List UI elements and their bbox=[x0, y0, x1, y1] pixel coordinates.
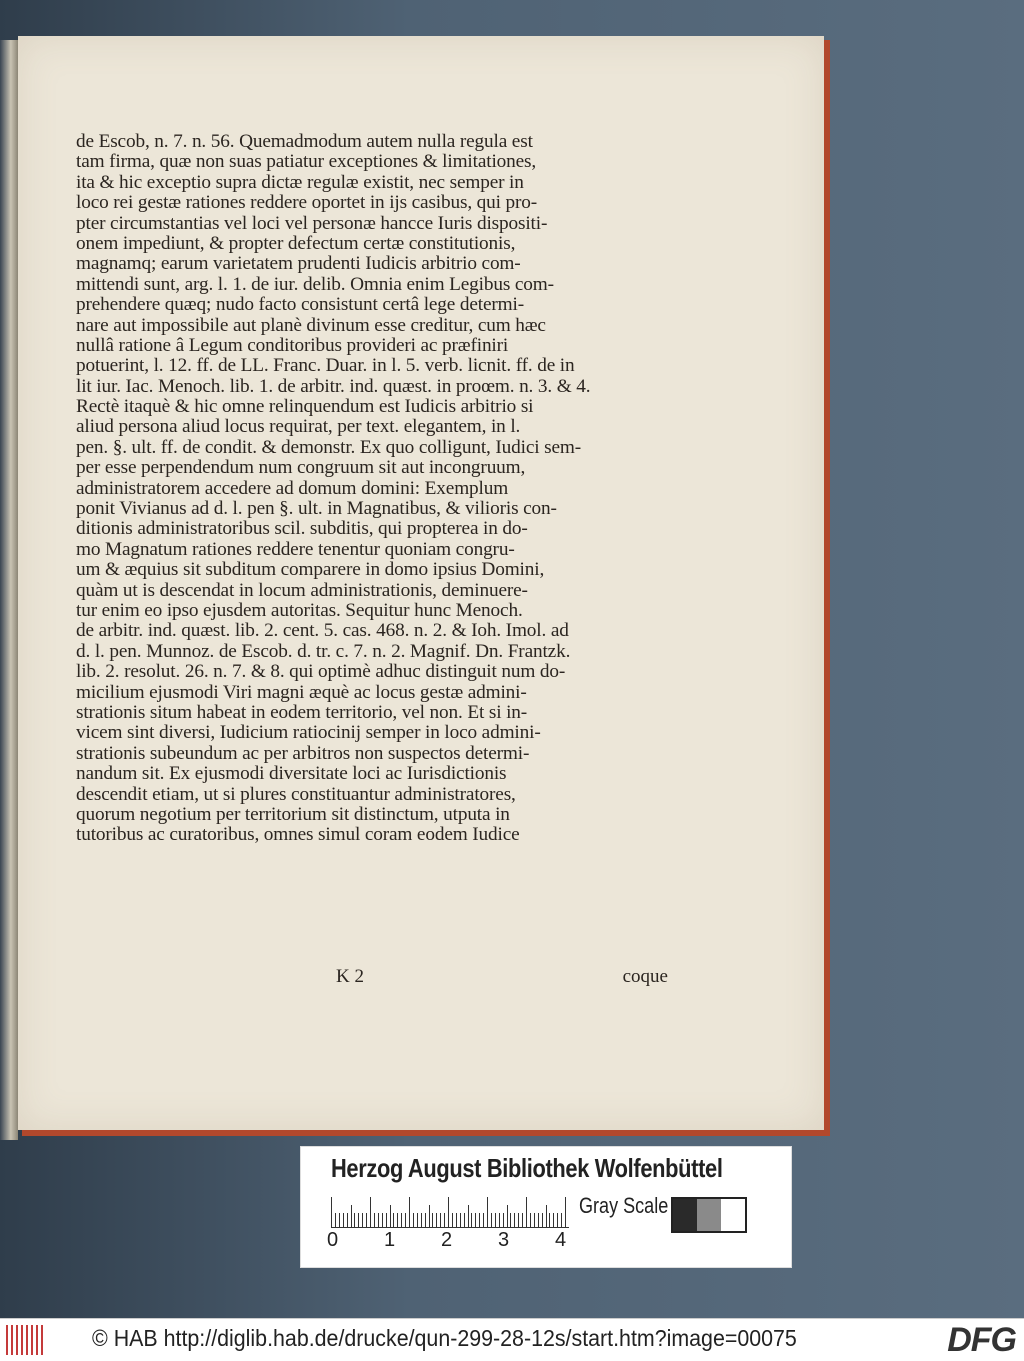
ruler-tick bbox=[370, 1197, 371, 1227]
gray-scale-swatch bbox=[671, 1197, 747, 1233]
text-line: pen. §. ult. ff. de condit. & demonstr. Ex quo colligunt, Iudici sem- bbox=[76, 436, 581, 458]
ruler-tick bbox=[522, 1213, 523, 1227]
ruler-numbers bbox=[327, 1229, 581, 1253]
gray-scale-label: Gray Scale bbox=[579, 1193, 669, 1218]
ruler-tick bbox=[351, 1205, 352, 1227]
text-line: vicem sint diversi, Iudicium ratiocinij semper in loco admini- bbox=[76, 722, 541, 744]
ruler-tick bbox=[331, 1197, 332, 1227]
ruler-tick bbox=[413, 1213, 414, 1227]
gray-swatch-cell bbox=[673, 1199, 697, 1231]
ruler-tick bbox=[358, 1213, 359, 1227]
text-line: nandum sit. Ex ejusmodi diversitate loci ac Iurisdictionis bbox=[76, 763, 507, 785]
page-text-block bbox=[76, 132, 676, 846]
ruler-tick bbox=[468, 1205, 469, 1227]
ruler-tick bbox=[335, 1213, 336, 1227]
barcode-icon bbox=[6, 1325, 46, 1355]
ruler-tick bbox=[429, 1205, 430, 1227]
ruler-tick bbox=[530, 1213, 531, 1227]
ruler-tick bbox=[405, 1213, 406, 1227]
ruler-tick bbox=[390, 1205, 391, 1227]
text-line: tutoribus ac curatoribus, omnes simul coram eodem Iudice bbox=[76, 824, 520, 846]
ruler-tick bbox=[479, 1213, 480, 1227]
ruler-tick bbox=[386, 1213, 387, 1227]
ruler-tick bbox=[518, 1213, 519, 1227]
ruler-tick bbox=[475, 1213, 476, 1227]
gray-swatch-cell bbox=[697, 1199, 721, 1231]
text-line: ponit Vivianus ad d. l. pen §. ult. in Magnatibus, & vilioris con- bbox=[76, 498, 557, 520]
text-line: ita & hic exceptio supra dictæ regulæ existit, nec semper in bbox=[76, 171, 524, 193]
ruler-number: 4 bbox=[555, 1229, 567, 1251]
text-line: loco rei gestæ rationes reddere oportet in ijs casibus, qui pro- bbox=[76, 192, 538, 214]
text-line: prehendere quæq; nudo facto consistunt certâ lege determi- bbox=[76, 294, 524, 316]
ruler-tick bbox=[557, 1213, 558, 1227]
text-line: administratorem accedere ad domum domini: Exemplum bbox=[76, 477, 509, 499]
ruler-tick bbox=[507, 1205, 508, 1227]
ruler-tick bbox=[460, 1213, 461, 1227]
text-line: mo Magnatum rationes reddere tenentur quoniam congru- bbox=[76, 538, 515, 560]
text-line: um & æquius sit subditum comparere in domo ipsius Domini, bbox=[76, 559, 545, 581]
book-spine-edge bbox=[0, 40, 18, 1140]
ruler-tick bbox=[401, 1213, 402, 1227]
ruler-tick bbox=[538, 1213, 539, 1227]
ruler-tick bbox=[421, 1213, 422, 1227]
ruler-tick bbox=[464, 1213, 465, 1227]
signature-mark: K 2 bbox=[336, 966, 364, 987]
ruler-tick bbox=[499, 1213, 500, 1227]
ruler-tick bbox=[561, 1213, 562, 1227]
ruler-tick bbox=[374, 1213, 375, 1227]
text-line: onem impediunt, & propter defectum certæ constitutionis, bbox=[76, 232, 516, 254]
measurement-ruler bbox=[331, 1191, 569, 1228]
ruler-tick bbox=[526, 1197, 527, 1227]
text-line: descendit etiam, ut si plures constituantur administratores, bbox=[76, 783, 516, 805]
ruler-tick bbox=[549, 1213, 550, 1227]
ruler-tick bbox=[491, 1213, 492, 1227]
ruler-tick bbox=[393, 1213, 394, 1227]
ruler-tick bbox=[553, 1213, 554, 1227]
copyright-link[interactable]: © HAB http://diglib.hab.de/drucke/qun-299-28-12s/start.htm?image=00075 bbox=[92, 1325, 797, 1351]
ruler-tick bbox=[436, 1213, 437, 1227]
ruler-number: 3 bbox=[498, 1229, 510, 1251]
text-line: strationis situm habeat in eodem territorio, vel non. Et si in- bbox=[76, 701, 528, 723]
ruler-tick bbox=[362, 1213, 363, 1227]
ruler-tick bbox=[397, 1213, 398, 1227]
text-line: quorum negotium per territorium sit distinctum, utputa in bbox=[76, 803, 510, 825]
ruler-tick bbox=[378, 1213, 379, 1227]
text-line: nare aut impossibile aut planè divinum esse creditur, cum hæc bbox=[76, 314, 546, 336]
text-line: lit iur. Iac. Menoch. lib. 1. de arbitr. ind. quæst. in proœm. n. 3. & 4. bbox=[76, 375, 591, 397]
ruler-number: 1 bbox=[384, 1229, 396, 1251]
ruler-tick bbox=[565, 1197, 566, 1227]
ruler-tick bbox=[510, 1213, 511, 1227]
ruler-tick bbox=[409, 1197, 410, 1227]
ruler-number: 2 bbox=[441, 1229, 453, 1251]
text-line: de Escob, n. 7. n. 56. Quemadmodum autem nulla regula est bbox=[76, 131, 533, 152]
ruler-tick bbox=[471, 1213, 472, 1227]
text-line: micilium ejusmodi Viri magni æquè ac locus gestæ admini- bbox=[76, 681, 527, 703]
ruler-tick bbox=[432, 1213, 433, 1227]
viewer-footer-bar bbox=[0, 1318, 1024, 1361]
ruler-tick bbox=[542, 1213, 543, 1227]
gray-swatch-cell bbox=[721, 1199, 745, 1231]
page-footer-line bbox=[76, 966, 676, 988]
ruler-tick bbox=[514, 1213, 515, 1227]
ruler-tick bbox=[343, 1213, 344, 1227]
text-line: potuerint, l. 12. ff. de LL. Franc. Duar. in l. 5. verb. licnit. ff. de in bbox=[76, 355, 575, 377]
ruler-tick bbox=[382, 1213, 383, 1227]
text-line: aliud persona aliud locus requirat, per text. elegantem, in l. bbox=[76, 416, 521, 438]
ruler-tick bbox=[417, 1213, 418, 1227]
ruler-tick bbox=[448, 1197, 449, 1227]
catchword: coque bbox=[622, 966, 668, 987]
ruler-tick bbox=[456, 1213, 457, 1227]
book-page bbox=[18, 36, 824, 1130]
ruler-tick bbox=[534, 1213, 535, 1227]
ruler-tick bbox=[495, 1213, 496, 1227]
ruler-tick bbox=[425, 1213, 426, 1227]
text-line: magnamq; earum varietatem prudenti Iudicis arbitrio com- bbox=[76, 253, 521, 275]
ruler-tick bbox=[354, 1213, 355, 1227]
ruler-tick bbox=[440, 1213, 441, 1227]
ruler-tick bbox=[452, 1213, 453, 1227]
text-line: pter circumstantias vel loci vel personæ hancce Iuris dispositi- bbox=[76, 212, 548, 234]
ruler-tick bbox=[339, 1213, 340, 1227]
library-title: Herzog August Bibliothek Wolfenbüttel bbox=[331, 1153, 723, 1183]
ruler-tick bbox=[444, 1213, 445, 1227]
ruler-tick bbox=[483, 1213, 484, 1227]
text-line: ditionis administratoribus scil. subditis, qui propterea in do- bbox=[76, 518, 528, 540]
library-color-card bbox=[300, 1146, 792, 1268]
text-line: mittendi sunt, arg. l. 1. de iur. delib. Omnia enim Legibus com- bbox=[76, 273, 554, 295]
ruler-tick bbox=[347, 1213, 348, 1227]
ruler-tick bbox=[503, 1213, 504, 1227]
ruler-tick bbox=[546, 1205, 547, 1227]
text-line: d. l. pen. Munnoz. de Escob. d. tr. c. 7. n. 2. Magnif. Dn. Frantzk. bbox=[76, 640, 571, 662]
text-line: de arbitr. ind. quæst. lib. 2. cent. 5. cas. 468. n. 2. & Ioh. Imol. ad bbox=[76, 620, 569, 642]
text-line: tur enim eo ipso ejusdem autoritas. Sequitur hunc Menoch. bbox=[76, 599, 523, 621]
text-line: lib. 2. resolut. 26. n. 7. & 8. qui optimè adhuc distinguit num do- bbox=[76, 661, 566, 683]
text-line: per esse perpendendum num congruum sit aut incongruum, bbox=[76, 457, 526, 479]
text-line: quàm ut is descendat in locum administrationis, deminuere- bbox=[76, 579, 528, 601]
dfg-logo: DFG bbox=[947, 1321, 1016, 1359]
ruler-tick bbox=[366, 1213, 367, 1227]
ruler-number: 0 bbox=[327, 1229, 339, 1251]
text-line: tam firma, quæ non suas patiatur exceptiones & limitationes, bbox=[76, 151, 537, 173]
text-line: nullâ ratione â Legum conditoribus provideri ac præfiniri bbox=[76, 334, 509, 356]
text-line: strationis subeundum ac per arbitros non suspectos determi- bbox=[76, 742, 530, 764]
text-line: Rectè itaquè & hic omne relinquendum est Iudicis arbitrio si bbox=[76, 396, 534, 418]
ruler-tick bbox=[487, 1197, 488, 1227]
